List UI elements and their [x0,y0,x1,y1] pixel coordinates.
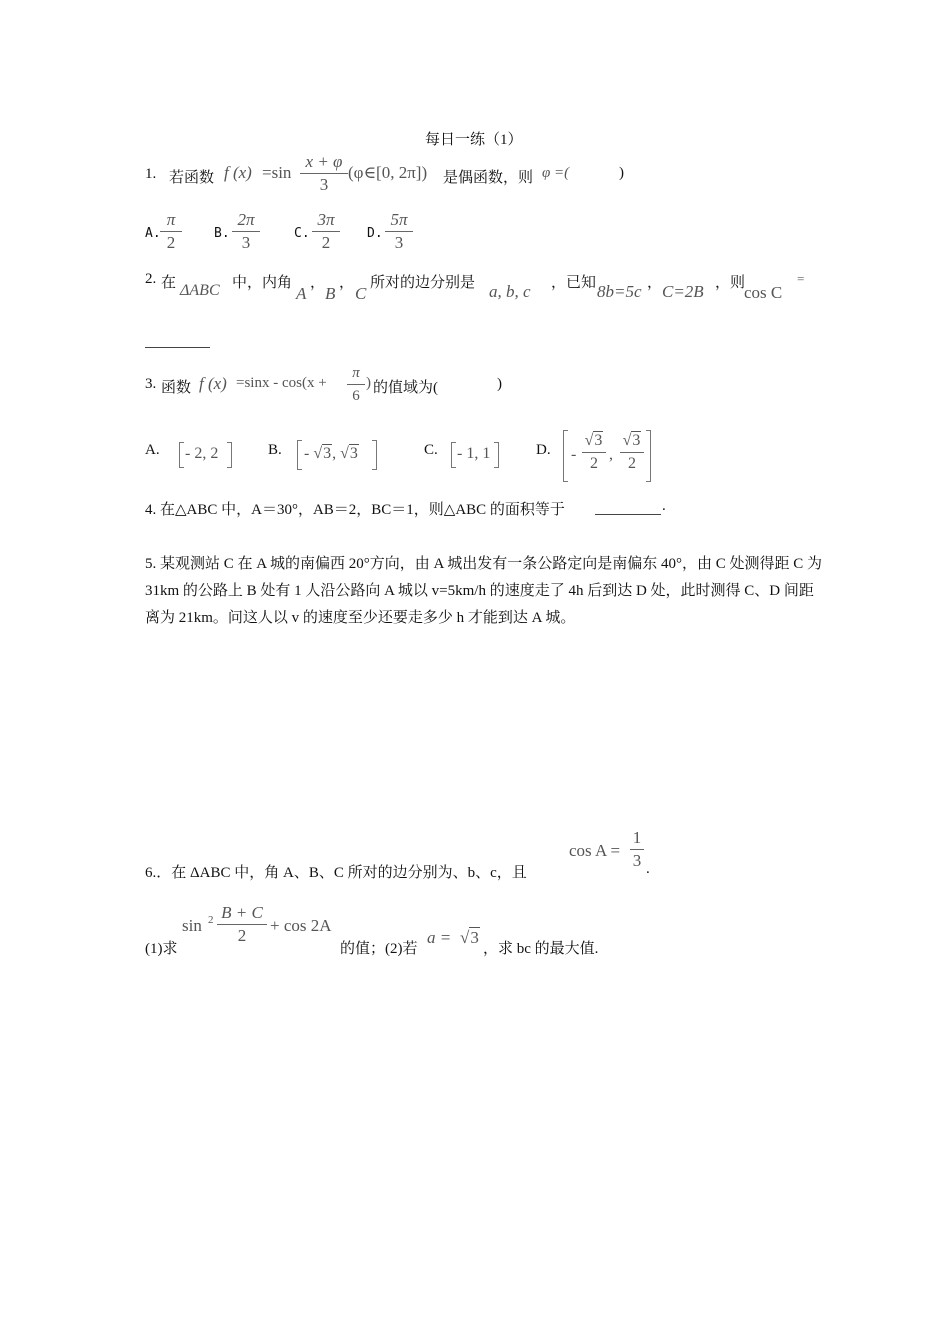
q3-option-d-label: D. [536,442,551,458]
q3-option-d-minus: - [571,446,577,463]
q2-angle-c: C [355,284,367,303]
q3-option-d-rad-2: 3 [632,432,641,449]
q1-option-a-label: A. [145,226,161,241]
sqrt-symbol: √3 [460,928,479,947]
q1-close-paren: ) [619,165,624,181]
q1-fraction [300,152,348,195]
q3-frac-num: π [352,365,360,381]
q3-option-b-bracket-left [297,440,302,470]
q2-number: 2. [145,271,157,287]
q2-text-3: 所对的边分别是 [370,275,476,291]
q1-number: 1. [145,166,157,182]
q3-option-d-num-1 [582,431,606,451]
fraction-bar [582,452,606,453]
q6-part-2-text: 的值；(2)若 [340,941,418,957]
q1-phi-eq: φ =( [542,165,570,181]
q4-period: . [662,498,666,514]
q2-sides: a, b, c [489,282,531,301]
q1-option-b-label: B. [214,226,230,241]
q6-expr-num: B + C [221,903,263,922]
q3-option-d-den-2: 2 [628,455,636,472]
q3-option-b-bracket-right [372,440,377,470]
q4-answer-blank [595,514,661,515]
q3-option-a-bracket-right [227,442,232,468]
q6-a-rad: 3 [470,928,479,947]
q6-part-2-tail: ，求 bc 的最大值. [483,941,599,957]
q3-fraction [347,363,365,406]
q1-text-after: 是偶函数，则 [443,170,534,186]
q1-option-b-den: 3 [241,233,251,252]
q1-eq-sin: =sin [262,163,292,182]
sqrt-symbol: √3 [622,432,641,449]
q4-text: 4. 在△ABC 中，A＝30°，AB＝2，BC＝1，则△ABC 的面积等于 [145,502,565,518]
q3-close-paren: ) [497,376,502,392]
q6-part-1-label: (1)求 [145,941,178,957]
q1-option-c-num: 3π [317,210,335,229]
q2-equals: = [797,271,805,286]
fraction-bar [300,173,348,174]
q6-expr-den: 2 [237,926,247,945]
q6-expr-frac [217,903,267,946]
fraction-bar [620,452,644,453]
q1-fx: f (x) [224,163,252,182]
q3-text-1: 函数 [161,380,192,396]
q3-option-d-frac-1 [582,431,606,474]
q3-option-b-rad-2: 3 [349,445,358,462]
q1-frac-den: 3 [319,175,329,194]
q3-option-c-label: C. [424,442,438,458]
q3-option-b-label: B. [268,442,282,458]
q3-option-c-content: - 1, 1 [457,445,491,462]
sqrt-symbol: √3 [340,445,358,462]
q1-option-b-frac [232,210,260,253]
q3-option-c-bracket-left [451,442,456,468]
q5-text: 5. 某观测站 C 在 A 城的南偏西 20°方向，由 A 城出发有一条公路定向是南偏东 40°，由 C 处测得距 C 为 31km 的公路上 B 处有 1 人沿公路向 A 城以 v=5km/h 的速度走了 4h 后到达 D 处，此时测得 C、D 间距离为 21km。问这人以 v 的速度至少还要走多少 h 才能到达 A 城。 [145,556,823,626]
sqrt-symbol: √3 [313,445,332,462]
q3-fx: f (x) [199,374,227,393]
q1-option-a-frac [160,210,182,253]
fraction-bar [217,924,267,925]
q2-angle-b: B [325,284,336,303]
q3-option-a-label: A. [145,442,160,458]
q1-option-a-num: π [166,210,176,229]
q3-expr-1: =sinx - cos(x + [236,375,327,391]
q2-text-4: ，已知 [551,275,597,291]
q1-option-d-num: 5π [390,210,408,229]
q2-cond-2: C=2B [662,282,704,301]
q6-sin: sin [182,916,202,935]
q6-cos-a-den: 3 [632,851,642,870]
q3-option-b-minus: - [304,445,314,462]
q6-cos-a: cos A = [569,841,621,860]
q1-option-a-den: 2 [166,233,176,252]
q3-frac-den: 6 [352,388,360,404]
q3-option-d-sep: , [609,446,613,463]
q3-expr-2: ) [366,375,371,391]
q2-triangle: ΔABC [180,282,220,299]
page-title: 每日一练（1） [425,132,523,148]
q2-text-1: 在 [161,275,177,291]
q3-option-b-rad-1: 3 [323,445,332,462]
q2-text-5: ，则 [715,275,746,291]
q1-option-b-num: 2π [237,210,255,229]
q2-angle-a: A [296,284,307,303]
q1-option-c-den: 2 [321,233,331,252]
q1-option-c-frac [312,210,340,253]
q1-option-d-frac [385,210,413,253]
sqrt-symbol: √3 [584,432,603,449]
q1-option-c-label: C. [294,226,310,241]
fraction-bar [347,384,365,385]
q6-line-1: 6.．在 ΔABC 中，角 A、B、C 所对的边分别为、b、c，且 [145,865,527,881]
q1-text-before: 若函数 [169,170,215,186]
q1-option-d-den: 3 [394,233,404,252]
fraction-bar [385,231,413,232]
q1-option-d-label: D. [367,226,383,241]
q6-cos-a-num: 1 [632,828,642,847]
q6-sup-2: 2 [208,914,214,926]
q2-answer-blank [145,347,210,348]
q3-option-b-content [304,445,359,463]
q6-a-value [460,928,480,948]
fraction-bar [160,231,182,232]
q6-cos-a-frac [630,828,644,871]
q3-option-c-bracket-right [494,442,499,468]
q2-comma-1: ， [310,275,326,291]
q6-a-eq: a = [427,928,452,947]
q2-text-2: 中，内角 [232,275,293,291]
q3-number: 3. [145,376,157,392]
fraction-bar [232,231,260,232]
q3-text-2: 的值域为( [373,380,438,396]
q3-option-d-num-2 [620,431,644,451]
q2-cond-1: 8b=5c [597,282,642,301]
q3-option-b-sep: , [332,445,341,462]
q3-option-d-bracket-left [563,430,568,482]
q1-frac-num: x + φ [305,152,343,171]
q1-domain: (φ∈[0, 2π]) [348,163,428,182]
fraction-bar [312,231,340,232]
q3-option-a-bracket-left [179,442,184,468]
q2-comma-2: ， [339,275,355,291]
q6-plus-cos: + cos 2A [270,916,332,935]
q3-option-d-bracket-right [646,430,651,482]
fraction-bar [630,849,644,850]
q2-comma-3: ， [647,275,663,291]
q3-option-d-rad-1: 3 [594,432,603,449]
q3-option-d-den-1: 2 [590,455,598,472]
q2-cos-c: cos C [744,283,783,302]
q3-option-d-frac-2 [620,431,644,474]
q6-period: . [646,861,650,877]
q3-option-a-content: - 2, 2 [185,445,219,462]
